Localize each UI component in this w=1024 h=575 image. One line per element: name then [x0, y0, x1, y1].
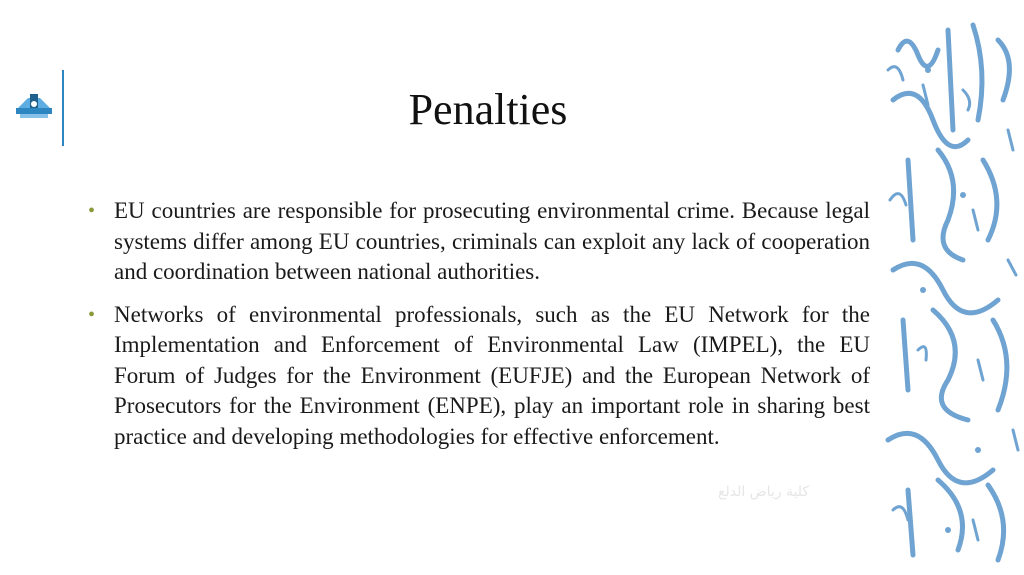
arabic-calligraphy-decoration [878, 10, 1024, 570]
bullet-text: EU countries are responsible for prosecuting environmental crime. Because legal systems differ among EU countries, criminals can exploit any lack of cooperation and coordination between national authorities. [114, 198, 870, 284]
university-logo-icon [14, 92, 54, 124]
bullet-item [88, 300, 870, 453]
header-divider-line [62, 70, 64, 146]
bullet-list [88, 196, 870, 464]
bullet-marker-icon: • [88, 303, 96, 326]
bullet-marker-icon: • [88, 200, 96, 222]
watermark-text: كلية رياض الدلع [718, 484, 809, 500]
slide-title: Penalties [408, 85, 568, 134]
bullet-item [88, 196, 870, 288]
bullet-text: Networks of environmental professionals, such as the EU Network for the Implementation and Enforcement of Environmental Law (IMPEL), the EU Forum of Judges for the Environment (EUFJE) and the European Network of Prosecutors for the Environment (ENPE), play an important role in sharing best practice and developing methodologies for effective enforcement. [114, 301, 870, 449]
